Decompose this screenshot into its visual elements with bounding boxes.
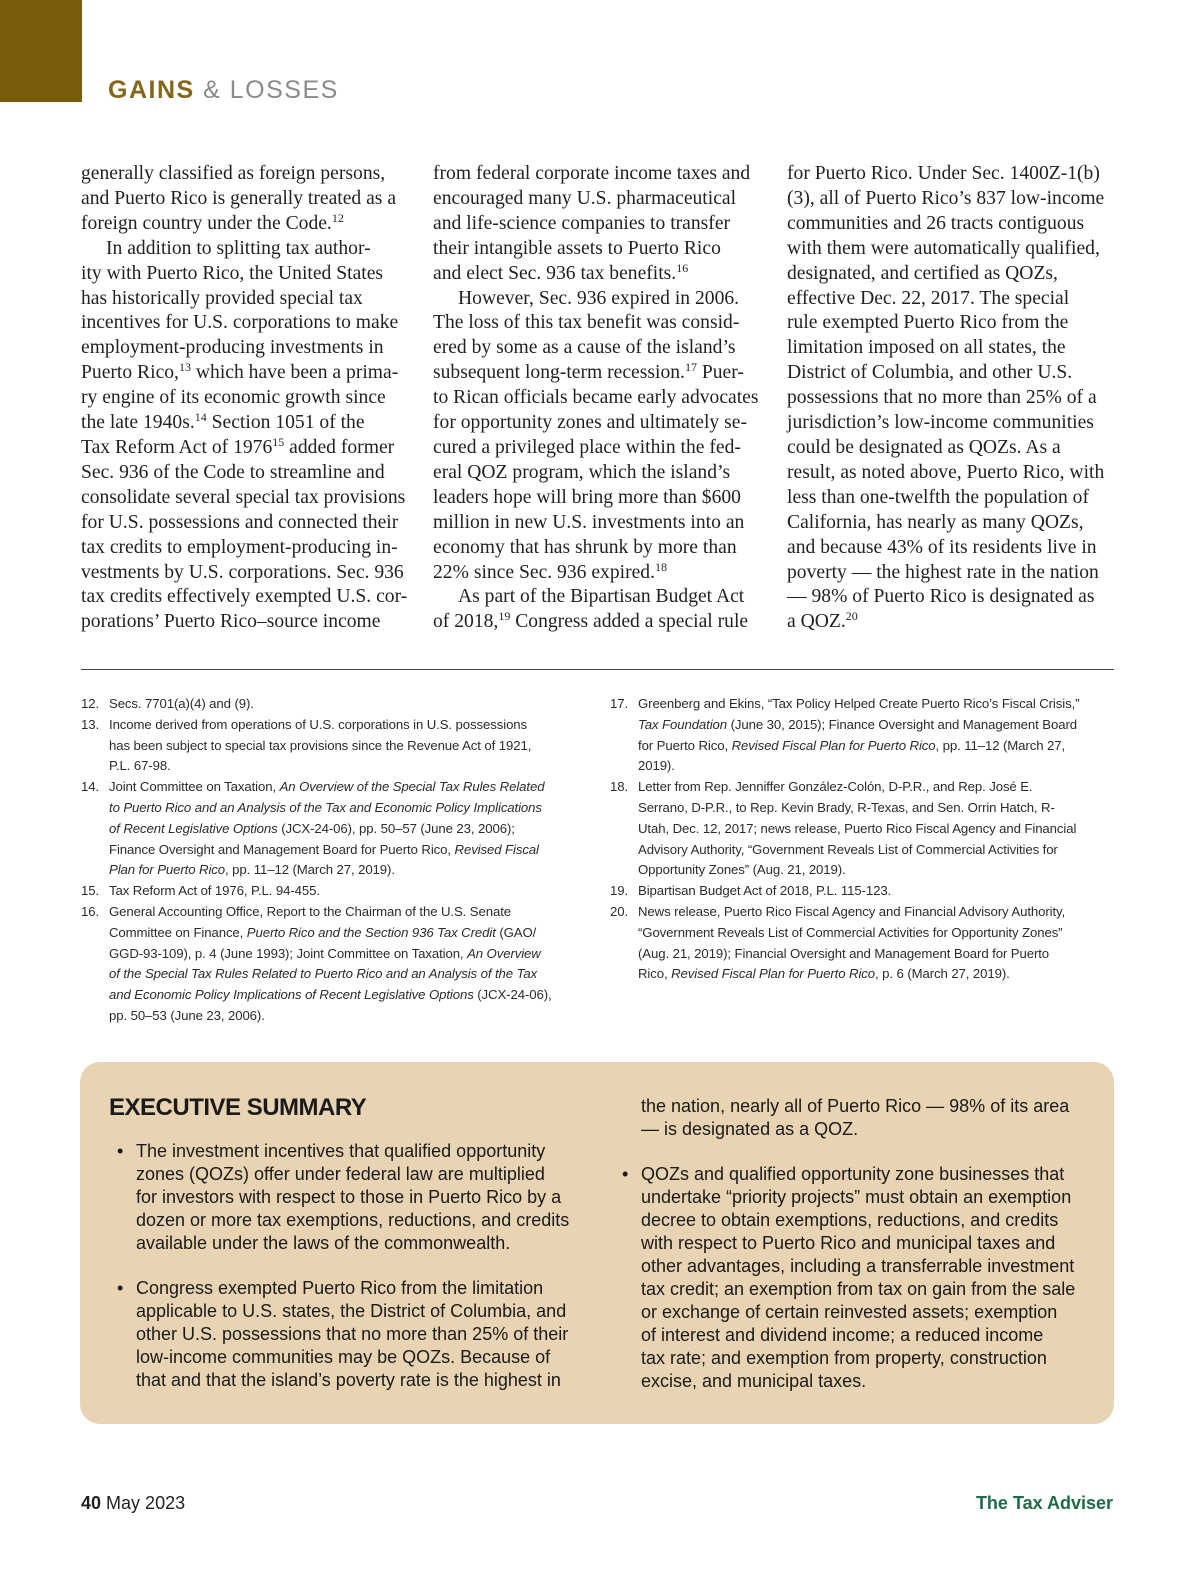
body-line: communities and 26 tracts contiguous [787,212,1085,234]
summary-bullet-2-continued [622,1095,1092,1141]
journal-name: The Tax Adviser [975,1493,1113,1513]
footnote-line: Finance Oversight and Management Board for Puerto Rico, Revised Fiscal [109,841,539,857]
bullet-icon: • [117,1141,124,1161]
page-folio [81,1493,185,1514]
footnote-ref: 13 [178,360,191,375]
body-line: 22% since Sec. 936 expired.$^{18}$ [433,559,667,583]
corner-color-block [0,0,82,102]
summary-line: decree to obtain exemptions, reductions, and credits [641,1210,1059,1230]
summary-line: tax rate; and exemption from property, construction [641,1348,1047,1368]
section-header-strong: GAINS [108,76,195,104]
body-line: for Puerto Rico. Under Sec. 1400Z-1(b) [787,163,1100,184]
summary-line: tax credit; an exemption from tax on gain from the sale [641,1279,1076,1299]
body-line: Sec. 936 of the Code to streamline and [81,461,385,483]
footnote-ref: 17 [684,360,697,375]
footnote-line: Income derived from operations of U.S. corporations in U.S. possessions [109,716,528,732]
footnote-line: and Economic Policy Implications of Recent Legislative Options (JCX-24-06), [109,987,552,1003]
footnote-13 [81,715,591,777]
footnote-line: News release, Puerto Rico Fiscal Agency and Financial Advisory Authority, [638,903,1066,919]
body-line: poverty — the highest rate in the nation [787,561,1099,583]
executive-summary-title: EXECUTIVE SUMMARY [109,1094,367,1121]
summary-line: undertake “priority projects” must obtain an exemption [641,1187,1072,1207]
summary-line: QOZs and qualified opportunity zone businesses that [641,1164,1065,1184]
summary-line: the nation, nearly all of Puerto Rico — 98% of its area [641,1096,1070,1116]
body-line: The loss of this tax benefit was consid- [433,312,740,334]
body-line: ity with Puerto Rico, the United States [81,262,384,284]
footnote-18 [610,777,1120,881]
body-line: rule exempted Puerto Rico from the [787,312,1069,334]
footnote-number: 16. [81,903,100,919]
footnote-20 [610,902,1120,985]
footnote-line: “Government Reveals List of Commercial Activities for Opportunity Zones” [638,924,1063,940]
body-line: As part of the Bipartisan Budget Act [458,586,745,608]
body-line: foreign country under the Code.$^{12}$ [81,210,344,234]
body-line: designated, and certified as QOZs, [787,262,1058,284]
body-line: less than one-twelfth the population of [787,486,1090,508]
body-line: effective Dec. 22, 2017. The special [787,287,1070,309]
body-line: has historically provided special tax [81,287,363,309]
body-line: employment-producing investments in [81,337,384,359]
body-line: economy that has shrunk by more than [433,536,737,558]
body-line: for U.S. possessions and connected their [81,511,399,533]
footnote-ref: 12 [331,210,344,225]
body-line: with them were automatically qualified, [787,237,1100,259]
summary-line: available under the laws of the commonwealth. [136,1233,511,1253]
summary-column-right [622,1095,1092,1393]
footnote-line: has been subject to special tax provisions since the Revenue Act of 1921, [109,737,532,753]
body-line: and life-science companies to transfer [433,212,731,234]
body-line: District of Columbia, and other U.S. [787,362,1073,384]
summary-bullet-2 [117,1277,587,1392]
body-line: and elect Sec. 936 tax benefits.$^{16}$ [433,260,689,284]
body-line: the late 1940s.$^{14}$ Section 1051 of the [81,410,365,434]
summary-line: applicable to U.S. states, the District of Columbia, and [136,1301,567,1321]
body-line: vestments by U.S. corporations. Sec. 936 [81,561,404,583]
footnote-line: Tax Reform Act of 1976, P.L. 94-455. [109,883,320,899]
footnote-line: Bipartisan Budget Act of 2018, P.L. 115-123. [638,883,892,899]
summary-bullet-3 [622,1163,1092,1393]
footnote-line: General Accounting Office, Report to the Chairman of the U.S. Senate [109,903,511,919]
footnote-line: Rico, Revised Fiscal Plan for Puerto Rico, p. 6 (March 27, 2019). [638,966,1010,982]
body-line: and Puerto Rico is generally treated as a [81,187,397,209]
footnote-ref: 19 [498,609,511,624]
footnote-line: (Aug. 21, 2019); Financial Oversight and Management Board for Puerto [638,945,1050,961]
body-line: of 2018,19 Congress added a special rule [433,609,749,633]
summary-line: with respect to Puerto Rico and municipal taxes and [641,1233,1056,1253]
page-number: 40 [81,1493,102,1513]
summary-line: other U.S. possessions that no more than 25% of their [136,1324,569,1344]
footnote-17 [610,694,1120,777]
body-line: tax credits to employment-producing in- [81,536,398,558]
footnote-divider [81,669,1114,670]
body-line: possessions that no more than 25% of a [787,387,1097,409]
footnote-15 [81,881,591,902]
body-line: generally classified as foreign persons, [81,163,386,184]
footnote-line: Secs. 7701(a)(4) and (9). [109,696,254,711]
body-line: Puerto Rico,$^{13}$ which have been a prima- [81,360,399,384]
body-column-1 [81,162,406,635]
footnote-number: 19. [610,883,629,899]
body-line: encouraged many U.S. pharmaceutical [433,187,737,209]
body-line: California, has nearly as many QOZs, [787,511,1084,533]
body-line: (3), all of Puerto Rico’s 837 low-income [787,187,1105,209]
footnote-ref: 20 [845,609,858,624]
footnote-line: Opportunity Zones” (Aug. 21, 2019). [638,862,846,878]
footnote-line: Letter from Rep. Jenniffer González-Colón, D-P.R., and Rep. José E. [638,779,1033,795]
body-line: — 98% of Puerto Rico is designated as [787,586,1095,608]
body-line: their intangible assets to Puerto Rico [433,237,721,259]
body-line: consolidate several special tax provisions [81,486,406,508]
footnote-ref: 15 [272,434,285,449]
summary-line: other advantages, including a transferrable investment [641,1256,1075,1276]
body-line: eral QOZ program, which the island’s [433,461,731,483]
summary-line: — is designated as a QOZ. [641,1119,859,1139]
body-line: cured a privileged place within the fed- [433,436,741,458]
footnote-ref: 14 [194,410,207,425]
body-line: million in new U.S. investments into an [433,511,745,533]
footnote-number: 17. [610,696,629,711]
footnote-19 [610,881,1120,902]
footnote-line: 2019). [638,758,675,774]
footnotes-left [81,694,591,1027]
footnote-line: pp. 50–53 (June 23, 2006). [109,1007,265,1023]
body-column-2 [433,162,760,635]
body-line: leaders hope will bring more than $600 [433,486,741,508]
section-header [108,76,339,105]
footnote-line: Joint Committee on Taxation, An Overview of the Special Tax Rules Related [109,779,545,795]
footnote-number: 15. [81,883,100,899]
body-line: ered by some as a cause of the island’s [433,337,736,359]
body-line: porations’ Puerto Rico–source income [81,611,381,633]
summary-column-left [117,1140,587,1392]
body-line: Tax Reform Act of 1976$^{15}$ added former [81,434,395,458]
footnote-line: of the Special Tax Rules Related to Puerto Rico and an Analysis of the Tax [109,966,538,982]
summary-line: zones (QOZs) offer under federal law are multiplied [136,1164,545,1184]
footnote-number: 12. [81,696,100,711]
footnote-16 [81,902,591,1027]
footnotes-right [610,694,1120,985]
footnote-line: Serrano, D-P.R., to Rep. Kevin Brady, R-Texas, and Sen. Orrin Hatch, R- [638,799,1055,815]
body-line: to Rican officials became early advocates [433,387,759,409]
footnote-ref: 18 [655,559,667,574]
body-line: limitation imposed on all states, the [787,337,1066,359]
body-line: a QOZ.$^{20}$ [787,609,858,633]
footnote-line: Plan for Puerto Rico, pp. 11–12 (March 27, 2019). [109,862,395,878]
summary-line: excise, and municipal taxes. [641,1371,867,1391]
footnote-line: Committee on Finance, Puerto Rico and the Section 936 Tax Credit (GAO/ [109,924,537,940]
footnote-12 [81,694,591,715]
section-header-rest: & LOSSES [203,76,339,104]
footnote-line: of Recent Legislative Options (JCX-24-06), pp. 50–57 (June 23, 2006); [109,820,515,836]
footnote-line: GGD-93-109), p. 4 (June 1993); Joint Committee on Taxation, An Overview [109,945,541,961]
bullet-icon: • [117,1278,124,1298]
body-line: jurisdiction’s low-income communities [787,412,1094,434]
summary-line: dozen or more tax exemptions, reductions, and credits [136,1210,570,1230]
body-line: for opportunity zones and ultimately se- [433,412,747,434]
footnote-line: P.L. 67-98. [109,758,171,774]
body-line: from federal corporate income taxes and [433,163,751,184]
issue-date: May 2023 [106,1493,186,1513]
body-line: result, as noted above, Puerto Rico, with [787,461,1105,483]
footnote-line: for Puerto Rico, Revised Fiscal Plan for Puerto Rico, pp. 11–12 (March 27, [638,737,1066,753]
footnote-14 [81,777,591,881]
body-line: incentives for U.S. corporations to make [81,312,399,334]
summary-line: Congress exempted Puerto Rico from the limitation [136,1278,544,1298]
body-line: could be designated as QOZs. As a [787,436,1061,458]
footnote-number: 20. [610,903,629,919]
body-line: tax credits effectively exempted U.S. cor- [81,586,408,608]
footnote-line: to Puerto Rico and an Analysis of the Tax and Economic Policy Implications [109,799,542,815]
footnote-number: 13. [81,716,100,732]
footnote-line: Advisory Authority, “Government Reveals List of Commercial Activities for [638,841,1058,857]
footnote-line: Tax Foundation (June 30, 2015); Finance Oversight and Management Board [638,716,1077,732]
summary-line: low-income communities may be QOZs. Because of [136,1347,551,1367]
summary-bullet-1 [117,1140,587,1255]
summary-line: of interest and dividend income; a reduced income [641,1325,1044,1345]
footnote-number: 18. [610,779,629,795]
footnote-number: 14. [81,779,100,795]
body-line: ry engine of its economic growth since [81,387,386,409]
body-line: subsequent long-term recession.$^{17}$ Puer- [433,360,744,384]
bullet-icon: • [622,1164,629,1184]
body-line: In addition to splitting tax author- [106,237,371,259]
summary-line: for investors with respect to those in Puerto Rico by a [136,1187,562,1207]
body-line: and because 43% of its residents live in [787,536,1097,558]
body-column-3 [787,162,1113,635]
summary-line: that and that the island’s poverty rate is the highest in [136,1370,561,1390]
summary-line: or exchange of certain reinvested assets; exemption [641,1302,1058,1322]
body-line: However, Sec. 936 expired in 2006. [458,287,740,309]
summary-line: The investment incentives that qualified opportunity [136,1141,546,1161]
footnote-line: Greenberg and Ekins, “Tax Policy Helped Create Puerto Rico’s Fiscal Crisis,” [638,696,1080,711]
footnote-ref: 16 [676,260,689,275]
footnote-line: Utah, Dec. 12, 2017; news release, Puerto Rico Fiscal Agency and Financial [638,820,1077,836]
